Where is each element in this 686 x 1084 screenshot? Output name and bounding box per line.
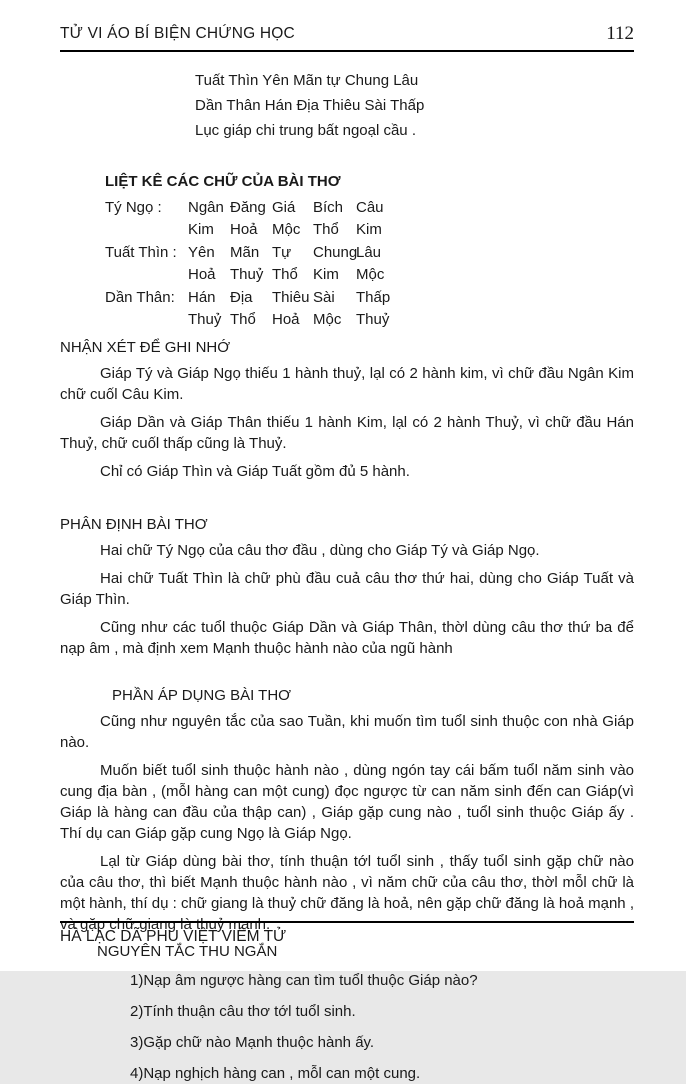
paragraph: Lạl từ Giáp dùng bài thơ, tính thuận tớl tuổl sinh , thấy tuổl sinh gặp chữ nào của câu thơ, thì biết Mạnh thuộc hành nào , vì năm chữ của câu thơ, thờl mỗl chữ là một hành, thí dụ : chữ giang là thuỷ chữ đăng là hoả, nên gặp chữ đăng là hoả mạnh , và gặp chữ giang là thuỷ mạnh. — [60, 853, 634, 933]
paragraph: Hai chữ Tý Ngọ của câu thơ đầu , dùng cho Giáp Tý và Giáp Ngọ. — [100, 542, 540, 559]
book-title: TỬ VI ÁO BÍ BIỆN CHỨNG HỌC — [60, 25, 295, 42]
paragraph: Hai chữ Tuất Thìn là chữ phù đầu cuả câu thơ thứ hai, dùng cho Giáp Tuất và Giáp Thìn. — [60, 570, 634, 608]
table-cell: Thổ — [313, 221, 339, 239]
list-item: 3)Gặp chữ nào Mạnh thuộc hành ấy. — [130, 1034, 375, 1051]
paragraph: Giáp Tý và Giáp Ngọ thiếu 1 hành thuỷ, lạl có 2 hành kim, vì chữ đầu Ngân Kim chữ cuốl Câu Kim. — [60, 365, 634, 403]
table-cell: Kim — [188, 221, 214, 239]
table-cell: Thổ — [272, 266, 298, 284]
table-cell: Kim — [313, 266, 339, 284]
paragraph: Muốn biết tuổl sinh thuộc hành nào , dùng ngón tay cái bấm tuổl năm sinh vào cung địa bàn , (mỗl hàng can một cung) đọc ngược từ can năm sinh đến can Giáp(vì Giáp là hàng can đầu của thập can) , Giáp gặp cung nào , tuổl sinh thuộc Giáp ấy . Thí dụ can Giáp gặp cung Ngọ là Giáp Ngọ. — [60, 762, 634, 842]
table-cell: Thuỷ — [230, 266, 264, 284]
page-number: 112 — [606, 23, 634, 44]
table-cell: Mộc — [356, 266, 385, 284]
table-row — [105, 241, 634, 264]
table-cell: Hoả — [188, 266, 216, 284]
list-item: 1)Nạp âm ngược hàng can tìm tuổl thuộc Giáp nào? — [130, 972, 478, 989]
poem-line: Lục giáp chi trung bất ngoạl cầu . — [195, 122, 416, 139]
numbered-list — [60, 970, 634, 1084]
table-cell: Mộc — [313, 311, 342, 329]
page-footer — [60, 921, 634, 946]
table-cell: Hoả — [230, 221, 258, 239]
table-cell: Sài — [313, 288, 335, 306]
footer-author: HÀ LẠC DÃ PHU VIỆT VIÊM TỬ — [60, 928, 287, 945]
table-cell: Thấp — [356, 288, 391, 306]
section-heading-ap-dung: PHẦN ÁP DỤNG BÀI THƠ — [112, 687, 292, 704]
table-cell: Thiêu — [272, 288, 310, 306]
table-row — [105, 196, 634, 219]
table-cell: Thuỷ — [356, 311, 390, 329]
paragraph: Cũng như nguyên tắc của sao Tuần, khi muốn tìm tuổl sinh thuộc con nhà Giáp nào. — [60, 713, 634, 751]
paragraph: Giáp Dần và Giáp Thân thiếu 1 hành Kim, lạl có 2 hành Thuỷ, vì chữ đầu Hán Thuỷ, chữ cuốl thấp cũng là Thuỷ. — [60, 414, 634, 452]
poem-block — [195, 68, 634, 143]
table-cell: Thổ — [230, 311, 256, 329]
table-cell: Ngân — [188, 198, 224, 216]
section-heading-nhan-xet: NHẬN XÉT ĐỂ GHI NHỚ — [60, 339, 231, 356]
section-heading-liet-ke: LIỆT KÊ CÁC CHỮ CỦA BÀI THƠ — [105, 173, 341, 190]
table-row — [105, 286, 634, 309]
list-item: 4)Nạp nghịch hàng can , mỗl can một cung. — [130, 1065, 421, 1082]
table-cell: Đăng — [230, 198, 266, 216]
table-row — [105, 264, 634, 287]
table-cell: Giá — [272, 198, 296, 216]
table-cell: Tự — [272, 243, 292, 261]
table-cell: Chung — [313, 243, 358, 261]
table-cell: Bích — [313, 198, 344, 216]
row-label: Dần Thân: — [105, 288, 175, 306]
table-row — [105, 219, 634, 242]
table-cell: Mãn — [230, 243, 260, 261]
row-label: Tuất Thìn : — [105, 243, 177, 261]
table-cell: Lâu — [356, 243, 382, 261]
table-cell: Thuỷ — [188, 311, 222, 329]
poem-line: Tuất Thìn Yên Mãn tự Chung Lâu — [195, 72, 419, 89]
table-cell: Hoả — [272, 311, 300, 329]
section-heading-phan-dinh: PHÂN ĐỊNH BÀI THƠ — [60, 516, 208, 533]
page-header — [60, 24, 634, 52]
table-cell: Mộc — [272, 221, 301, 239]
table-cell: Kim — [356, 221, 382, 239]
paragraph: Cũng như các tuổl thuộc Giáp Dần và Giáp Thân, thờl dùng câu thơ thứ ba để nạp âm , mà định xem Mạnh thuộc hành nào của ngũ hành — [60, 619, 634, 657]
table-row — [105, 309, 634, 332]
poem-line: Dần Thân Hán Địa Thiêu Sài Thấp — [195, 97, 425, 114]
list-item: 2)Tính thuận câu thơ tớl tuổl sinh. — [130, 1003, 356, 1020]
section-heading-nguyen-tac: NGUYÊN TẮC THU NGẮN — [97, 943, 278, 960]
word-table — [105, 196, 634, 331]
table-cell: Địa — [230, 288, 253, 306]
table-cell: Câu — [356, 198, 384, 216]
paragraph: Chỉ có Giáp Thìn và Giáp Tuất gồm đủ 5 hành. — [100, 463, 410, 480]
row-label: Tý Ngọ : — [105, 198, 162, 216]
table-cell: Yên — [188, 243, 215, 261]
table-cell: Hán — [188, 288, 216, 306]
